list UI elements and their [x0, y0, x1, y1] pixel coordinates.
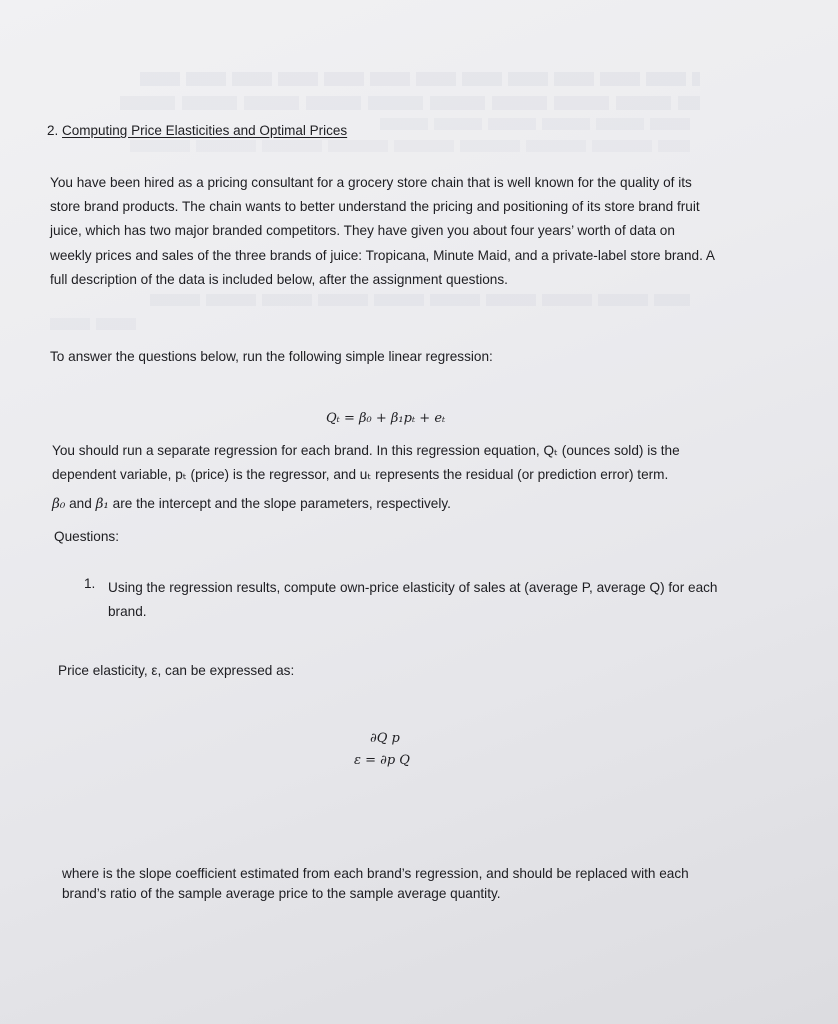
closing-paragraph: where is the slope coefficient estimated from each brand’s regression, and should be replaced with each brand’s ratio of the sample average price to the sample average quantity.: [62, 866, 689, 901]
elasticity-intro: Price elasticity, ε, can be expressed as:: [58, 663, 295, 678]
regression-equation: Qₜ = β₀ + β₁pₜ + eₜ: [326, 411, 446, 426]
question-1-number: 1.: [84, 576, 96, 591]
section-heading: [47, 123, 347, 138]
show-through-texture: [140, 72, 700, 86]
formula-bottom-line: ε = ∂p Q: [354, 753, 410, 768]
section-number: 2.: [47, 123, 59, 138]
beta0-symbol: β₀: [52, 496, 66, 512]
parameters-text: are the intercept and the slope parameters, respectively.: [112, 496, 451, 511]
show-through-texture: [50, 318, 140, 330]
show-through-texture: [130, 140, 690, 152]
show-through-texture: [150, 294, 690, 306]
instruction-text: To answer the questions below, run the following simple linear regression:: [50, 349, 493, 364]
formula-top-line: ∂Q p: [370, 731, 400, 746]
regression-explanation: You should run a separate regression for each brand. In this regression equation, Qₜ (ounces sold) is the dependent variable, pₜ (price) is the regressor, and uₜ represents the residual (or prediction error) term.: [52, 443, 680, 482]
question-1-text: Using the regression results, compute own-price elasticity of sales at (average P, average Q) for each brand.: [108, 580, 718, 619]
section-title: Computing Price Elasticities and Optimal Prices: [62, 123, 348, 138]
show-through-texture: [380, 118, 690, 130]
beta1-symbol: β₁: [95, 496, 109, 512]
show-through-texture: [120, 96, 700, 110]
questions-heading: Questions:: [54, 529, 119, 544]
parameters-sentence: [52, 496, 451, 512]
and-word: and: [69, 496, 92, 511]
intro-paragraph: You have been hired as a pricing consultant for a grocery store chain that is well known for the quality of its store brand products. The chain wants to better understand the pricing and positioning of its store brand fruit juice, which has two major branded competitors. They have given you about four years’ worth of data on weekly prices and sales of the three brands of juice: Tropicana, Minute Maid, and a private-label store brand. A full description of the data is included below, after the assignment questions.: [50, 175, 715, 287]
